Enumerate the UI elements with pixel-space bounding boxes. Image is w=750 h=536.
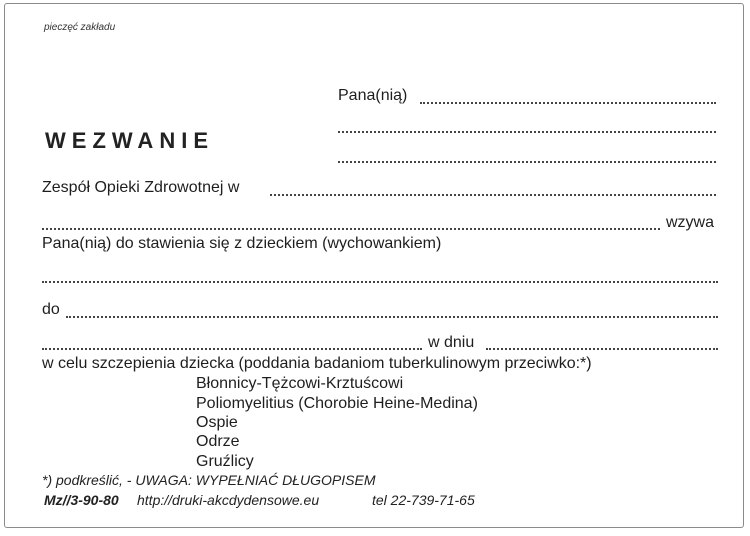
request-text: Pana(nią) do stawienia się z dzieckiem (wychowankiem) bbox=[42, 235, 442, 252]
recipient-line-1[interactable] bbox=[420, 102, 716, 104]
publisher-website: http://druki-akcdydensowe.eu bbox=[137, 492, 320, 508]
recipient-line-2[interactable] bbox=[338, 131, 716, 133]
facility-label: Zespół Opieki Zdrowotnej w bbox=[42, 179, 240, 196]
vaccine-item[interactable]: Poliomyelitius (Chorobie Heine-Medina) bbox=[196, 395, 478, 412]
form-border bbox=[4, 3, 744, 528]
vaccine-item[interactable]: Błonnicy-Tężcowi-Krztuścowi bbox=[196, 375, 404, 392]
facility-line[interactable] bbox=[270, 194, 716, 196]
vaccine-item[interactable]: Gruźlicy bbox=[196, 453, 254, 470]
location-line[interactable] bbox=[42, 348, 422, 350]
vaccine-item[interactable]: Odrze bbox=[196, 433, 240, 450]
recipient-label: Pana(nią) bbox=[338, 87, 408, 104]
document-title: WEZWANIE bbox=[45, 128, 214, 153]
vaccine-item[interactable]: Ospie bbox=[196, 414, 238, 431]
destination-line[interactable] bbox=[66, 316, 718, 318]
stamp-label: pieczęć zakładu bbox=[44, 22, 116, 33]
publisher-phone: tel 22-739-71-65 bbox=[372, 492, 475, 508]
facility-line-continued[interactable] bbox=[42, 228, 660, 230]
summons-word: wzywa bbox=[666, 214, 715, 231]
date-label: w dniu bbox=[428, 334, 475, 351]
purpose-text: w celu szczepienia dziecka (poddania badaniom tuberkulinowym przeciwko:*) bbox=[42, 355, 592, 372]
footnote: *) podkreślić, - UWAGA: WYPEŁNIAĆ DŁUGOPISEM bbox=[42, 472, 376, 488]
recipient-line-3[interactable] bbox=[338, 161, 716, 163]
form-code: Mz//3-90-80 bbox=[44, 492, 119, 508]
child-line[interactable] bbox=[42, 281, 718, 283]
destination-label: do bbox=[42, 301, 60, 318]
date-line[interactable] bbox=[486, 348, 718, 350]
